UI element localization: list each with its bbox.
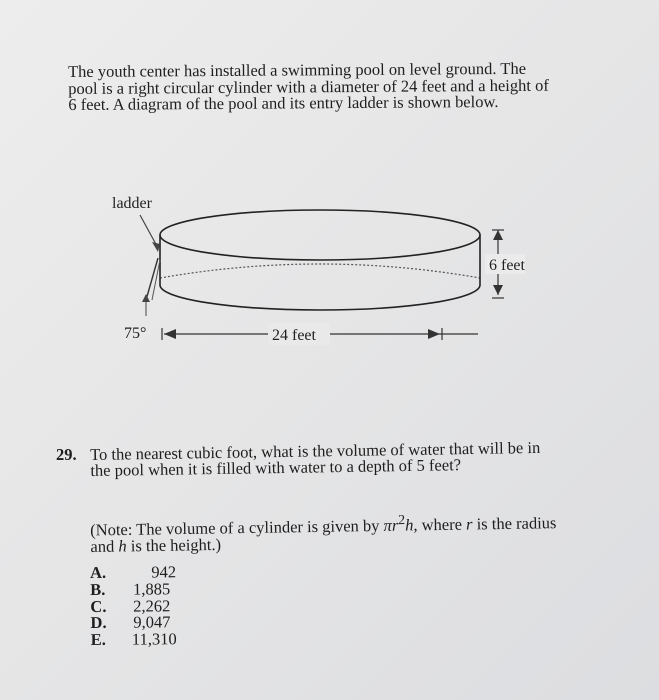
diameter-arrow-left xyxy=(164,329,176,339)
note-h: h xyxy=(405,515,414,535)
diameter-arrow-right xyxy=(428,329,440,339)
answer-letter: C. xyxy=(90,596,107,616)
answer-value: 2,262 xyxy=(133,595,171,616)
note-r2: r xyxy=(465,514,473,534)
angle-pointer-head xyxy=(142,294,150,302)
pool-diagram xyxy=(100,190,525,360)
height-arrow-top xyxy=(493,230,503,240)
height-label: 6 feet xyxy=(489,257,525,274)
pool-top-ellipse xyxy=(160,210,480,260)
answer-letter: D. xyxy=(90,613,107,633)
answer-value: 942 xyxy=(151,562,177,582)
ladder-pointer-head xyxy=(152,242,160,252)
note-pre: (Note: The volume of a cylinder is given by xyxy=(90,515,384,540)
question-text: To the nearest cubic foot, what is the volume of water that will be in the pool when it is filled with water to a depth of 5 feet? xyxy=(89,437,541,480)
answer-value: 11,310 xyxy=(131,629,177,649)
note-h2: h xyxy=(118,535,127,556)
answer-choice[interactable] xyxy=(91,631,231,649)
note-end: is the height.) xyxy=(126,534,222,555)
answer-value: 9,047 xyxy=(133,612,171,633)
note-r: r xyxy=(391,515,399,535)
answer-letter: E. xyxy=(90,630,106,650)
height-arrow-bottom xyxy=(493,285,503,295)
problem-intro: The youth center has installed a swimming pool on level ground. The pool is a right circular cylinder with a diameter of 24 feet and a height of 6 feet. A diagram of the pool and its entry ladder is shown below. xyxy=(67,58,549,114)
question-note xyxy=(90,510,561,555)
angle-label: 75° xyxy=(124,325,147,342)
note-pi: π xyxy=(383,515,393,535)
note-is-radius: is the radius and xyxy=(90,513,557,556)
answer-value: 1,885 xyxy=(133,579,171,599)
diameter-label: 24 feet xyxy=(272,327,316,344)
answer-choices xyxy=(90,564,231,649)
answer-letter: B. xyxy=(90,579,106,599)
water-level-line xyxy=(160,264,480,278)
question-number: 29. xyxy=(56,445,77,464)
note-mid: , where xyxy=(413,514,467,535)
note-exp: 2 xyxy=(398,512,406,528)
ladder-label: ladder xyxy=(112,195,152,212)
answer-letter: A. xyxy=(89,562,107,582)
pool-bottom-arc xyxy=(160,285,480,310)
